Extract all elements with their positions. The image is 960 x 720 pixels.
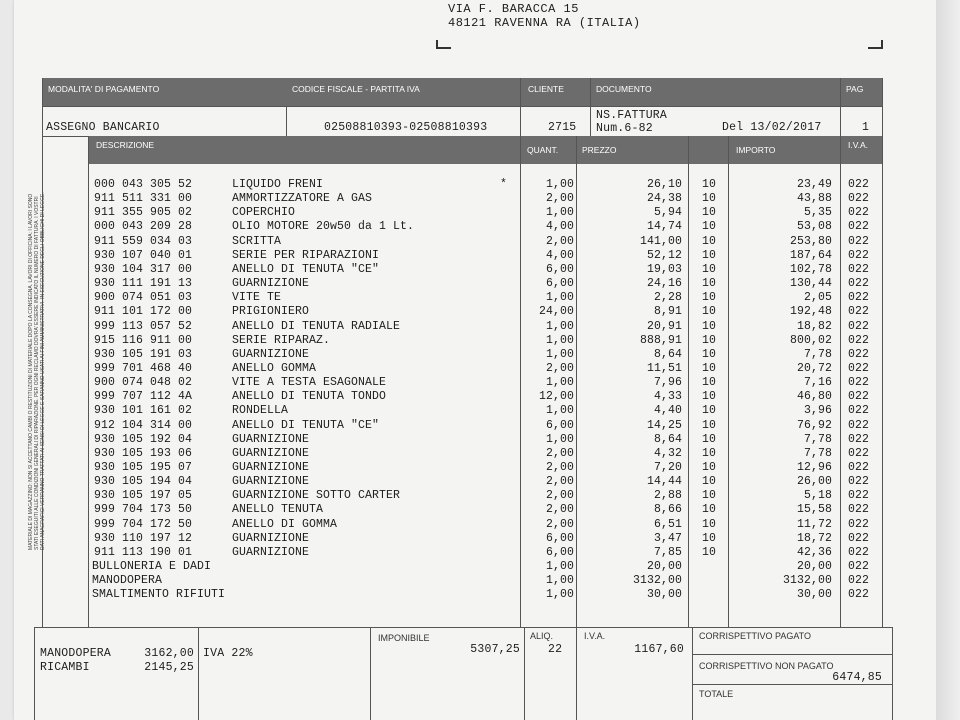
- taxable-value: 5307,25: [470, 643, 520, 656]
- cell-disc: 10: [702, 248, 717, 262]
- table-row: [0, 235, 960, 249]
- vat-value: 1167,60: [634, 643, 684, 656]
- cell-amount: 5,35: [803, 206, 832, 220]
- cell-disc: 10: [702, 178, 717, 191]
- label-client: CLIENTE: [528, 84, 564, 94]
- cell-amount: 46,80: [796, 390, 832, 404]
- cell-qty: 2,00: [545, 517, 574, 531]
- table-row: [0, 475, 960, 489]
- cell-amount: 192,48: [789, 305, 832, 319]
- cell-disc: 10: [702, 376, 717, 390]
- cell-code: 999 113 057 52: [94, 319, 193, 333]
- info-header-band: [42, 78, 882, 106]
- total-label: TOTALE: [699, 689, 734, 699]
- cell-disc: 10: [702, 192, 717, 206]
- cell-disc: 10: [702, 390, 717, 404]
- info-divider-1: [286, 106, 287, 136]
- cell-qty: 2,00: [545, 475, 574, 489]
- window-corner-left: [436, 40, 451, 49]
- cell-disc: 10: [702, 277, 717, 291]
- cell-disc: 10: [702, 305, 717, 319]
- cell-price: 3132,00: [632, 574, 682, 588]
- cell-disc: 10: [702, 489, 717, 503]
- label-page: PAG: [846, 84, 864, 94]
- cell-amount: 800,02: [789, 333, 832, 347]
- cell-qty: 24,00: [538, 305, 574, 319]
- cell-disc: 10: [702, 503, 717, 517]
- cell-price: 7,85: [653, 545, 682, 559]
- cell-vat: 022: [848, 248, 870, 262]
- cell-price: 24,38: [646, 192, 682, 206]
- cell-amount: 11,72: [796, 517, 832, 531]
- cell-disc: 10: [702, 545, 717, 559]
- cell-qty: 1,00: [545, 588, 574, 602]
- cell-amount: 187,64: [789, 248, 832, 262]
- cell-disc: 10: [702, 404, 717, 418]
- cell-amount: 130,44: [789, 277, 832, 291]
- parts-label: RICAMBI: [40, 661, 90, 674]
- label-tax-code: CODICE FISCALE - PARTITA IVA: [292, 84, 420, 94]
- table-row: [0, 192, 960, 206]
- cell-qty: 6,00: [545, 531, 574, 545]
- cell-qty: 2,00: [545, 234, 574, 248]
- table-row: [0, 546, 960, 560]
- cell-code: 930 105 192 04: [94, 432, 193, 446]
- table-row: [0, 518, 960, 532]
- cell-price: 8,64: [653, 347, 682, 361]
- cell-price: 30,00: [646, 588, 682, 602]
- cell-price: 7,96: [653, 376, 682, 390]
- cell-code: 900 074 048 02: [94, 376, 193, 390]
- cell-qty: 6,00: [545, 418, 574, 432]
- cell-disc: 10: [702, 262, 717, 276]
- cell-disc: 10: [702, 418, 717, 432]
- cell-desc: PRIGIONIERO: [232, 305, 310, 319]
- cell-disc: 10: [702, 291, 717, 305]
- cell-qty: 1,00: [545, 333, 574, 347]
- cell-desc: GUARNIZIONE: [232, 432, 310, 446]
- table-row: [0, 390, 960, 404]
- cell-vat: 022: [848, 319, 870, 333]
- cell-desc: SMALTIMENTO RIFIUTI: [92, 588, 226, 602]
- cell-code: 930 107 040 01: [94, 248, 193, 262]
- totals-divider-4: [576, 627, 577, 720]
- table-row: [0, 348, 960, 362]
- cell-qty: 2,00: [545, 461, 574, 474]
- cell-price: 2,88: [653, 489, 682, 503]
- vat-label: I.V.A.: [584, 631, 606, 641]
- cell-disc: 10: [702, 446, 717, 460]
- cell-desc: GUARNIZIONE: [232, 347, 310, 361]
- cell-amount: 20,72: [796, 361, 832, 375]
- cell-vat: 022: [848, 291, 870, 305]
- vat-rate-text: IVA 22%: [203, 647, 253, 660]
- cell-amount: 76,92: [796, 418, 832, 432]
- cell-disc: 10: [702, 234, 717, 248]
- cell-desc: SCRITTA: [232, 234, 282, 248]
- cell-desc: GUARNIZIONE: [232, 461, 310, 474]
- unpaid-separator: [692, 684, 892, 685]
- cell-amount: 43,88: [796, 192, 832, 206]
- info-row-top: [42, 106, 882, 107]
- cell-code: 930 105 193 06: [94, 446, 193, 460]
- cell-desc: VITE A TESTA ESAGONALE: [232, 376, 387, 390]
- cell-code: 915 116 911 00: [94, 333, 193, 347]
- cell-price: 8,66: [653, 503, 682, 517]
- cell-amount: 30,00: [796, 588, 832, 602]
- cell-amount: 7,16: [803, 376, 832, 390]
- page-number: 1: [862, 121, 870, 134]
- col-amount: IMPORTO: [736, 145, 776, 155]
- table-row: [0, 404, 960, 418]
- table-row: [0, 574, 960, 588]
- cell-qty: 1,00: [545, 574, 574, 588]
- cell-amount: 3,96: [803, 404, 832, 418]
- cell-desc: COPERCHIO: [232, 206, 296, 220]
- cell-vat: 022: [848, 347, 870, 361]
- cell-desc: GUARNIZIONE: [232, 545, 310, 559]
- cell-price: 5,94: [653, 206, 682, 220]
- cell-desc: ANELLO DI GOMMA: [232, 517, 338, 531]
- cell-price: 141,00: [639, 234, 682, 248]
- cell-price: 8,64: [653, 432, 682, 446]
- totals-border-right: [892, 627, 893, 720]
- cell-desc: GUARNIZIONE: [232, 475, 310, 489]
- labor-label: MANODOPERA: [40, 647, 112, 660]
- cell-code: 930 105 197 05: [94, 489, 193, 503]
- cell-vat: 022: [848, 461, 870, 474]
- cell-vat: 022: [848, 206, 870, 220]
- cell-code: 930 104 317 00: [94, 262, 193, 276]
- cell-price: 6,51: [653, 517, 682, 531]
- cell-desc: GUARNIZIONE: [232, 446, 310, 460]
- totals-divider-1: [198, 627, 199, 720]
- cell-price: 2,28: [653, 291, 682, 305]
- cell-vat: 022: [848, 531, 870, 545]
- table-bottom-line: [34, 627, 892, 628]
- info-divider-4: [840, 78, 841, 136]
- cell-disc: 10: [702, 517, 717, 531]
- cell-amount: 20,00: [796, 560, 832, 574]
- table-row: [0, 362, 960, 376]
- cell-price: 20,91: [646, 319, 682, 333]
- cell-disc: 10: [702, 432, 717, 446]
- cell-qty: 1,00: [545, 432, 574, 446]
- cell-vat: 022: [848, 333, 870, 347]
- cell-qty: 1,00: [545, 347, 574, 361]
- cell-amount: 102,78: [789, 262, 832, 276]
- cell-disc: 10: [702, 347, 717, 361]
- cell-disc: 10: [702, 319, 717, 333]
- table-row: [0, 503, 960, 517]
- cell-qty: 1,00: [545, 560, 574, 574]
- col-price: PREZZO: [582, 145, 617, 155]
- cell-vat: 022: [848, 517, 870, 531]
- cell-code: 999 701 468 40: [94, 361, 193, 375]
- cell-amount: 2,05: [803, 291, 832, 305]
- paid-label: CORRISPETTIVO PAGATO: [699, 631, 812, 641]
- cell-qty: 1,00: [545, 291, 574, 305]
- cell-desc: LIQUIDO FRENI: [232, 178, 324, 191]
- cell-qty: 1,00: [545, 376, 574, 390]
- cell-vat: 022: [848, 305, 870, 319]
- info-border-left: [42, 78, 43, 136]
- cell-code: 999 704 172 50: [94, 517, 193, 531]
- cell-vat: 022: [848, 432, 870, 446]
- cell-amount: 7,78: [803, 432, 832, 446]
- table-row: [0, 461, 960, 475]
- cell-price: 14,25: [646, 418, 682, 432]
- document-type: NS.FATTURA: [596, 109, 668, 122]
- cell-amount: 15,58: [796, 503, 832, 517]
- sidebar-legal-note: MATERIALE DI MAGAZZINO: NON SI ACCETTANO CAMBI O RESTITUZIONI DI MATERIALE DOPO LA CONSEGNA. LAVORI DI OFFICINA: I LAVORI SONO STATI ESEGUITI ALLE CONDIZIONI GENERALI DI RIPARAZIONE. PER OGNI RECLAMO DOVRA' ESSERE INDICATO IL NUMERO DI FATTURA. I VOSTRI DATI ANAGRAFICI VERRANNO TRATTATI AI SENSI DI LEGGE E SARANNO USATI AI FINI AMMINISTRATIVI. IN ESECUZIONE DEGLI OBBLIGHI DI LEGGE.: [28, 192, 46, 550]
- table-row: [0, 433, 960, 447]
- cell-amount: 253,80: [789, 234, 832, 248]
- taxable-label: IMPONIBILE: [378, 633, 430, 643]
- parts-value: 2145,25: [144, 661, 194, 674]
- table-row: [0, 178, 960, 192]
- col-description: DESCRIZIONE: [96, 140, 155, 150]
- cell-code: 930 105 191 03: [94, 347, 193, 361]
- cell-vat: 022: [848, 390, 870, 404]
- cell-amount: 7,78: [803, 347, 832, 361]
- cell-amount: 18,72: [796, 531, 832, 545]
- window-corner-right: [868, 40, 883, 49]
- cell-code: 930 111 191 13: [94, 277, 193, 291]
- cell-amount: 23,49: [796, 178, 832, 191]
- cell-amount: 53,08: [796, 220, 832, 234]
- totals-divider-3: [524, 627, 525, 720]
- labor-value: 3162,00: [144, 647, 194, 660]
- cell-qty: 4,00: [545, 248, 574, 262]
- document-date: Del 13/02/2017: [722, 121, 822, 134]
- table-row: [0, 532, 960, 546]
- cell-price: 4,33: [653, 390, 682, 404]
- address-line-1: VIA F. BARACCA 15: [448, 2, 579, 16]
- cell-price: 26,10: [646, 178, 682, 191]
- cell-price: 52,12: [646, 248, 682, 262]
- cell-amount: 5,18: [803, 489, 832, 503]
- cell-code: 912 104 314 00: [94, 418, 193, 432]
- cell-vat: 022: [848, 418, 870, 432]
- cell-desc: ANELLO DI TENUTA "CE": [232, 262, 380, 276]
- cell-desc: ANELLO DI TENUTA TONDO: [232, 390, 387, 404]
- cell-mark: *: [500, 178, 508, 191]
- rate-label: ALIQ.: [530, 631, 554, 641]
- cell-price: 4,32: [653, 446, 682, 460]
- cell-price: 4,40: [653, 404, 682, 418]
- cell-disc: 10: [702, 220, 717, 234]
- cell-qty: 6,00: [545, 262, 574, 276]
- cell-disc: 10: [702, 333, 717, 347]
- cell-price: 8,91: [653, 305, 682, 319]
- cell-desc: BULLONERIA E DADI: [92, 560, 212, 574]
- cell-qty: 6,00: [545, 545, 574, 559]
- cell-desc: GUARNIZIONE: [232, 531, 310, 545]
- cell-vat: 022: [848, 545, 870, 559]
- cell-desc: ANELLO DI TENUTA "CE": [232, 418, 380, 432]
- cell-vat: 022: [848, 178, 870, 191]
- cell-desc: ANELLO TENUTA: [232, 503, 324, 517]
- cell-qty: 12,00: [538, 390, 574, 404]
- totals-divider-5: [692, 627, 693, 720]
- totals-divider-2: [370, 627, 371, 720]
- cell-vat: 022: [848, 560, 870, 574]
- tax-code-value: 02508810393-02508810393: [324, 121, 488, 134]
- cell-amount: 42,36: [796, 545, 832, 559]
- cell-vat: 022: [848, 489, 870, 503]
- cell-qty: 1,00: [545, 178, 574, 191]
- cell-vat: 022: [848, 404, 870, 418]
- cell-code: 911 355 905 02: [94, 206, 193, 220]
- cell-price: 888,91: [639, 333, 682, 347]
- cell-desc: ANELLO DI TENUTA RADIALE: [232, 319, 401, 333]
- cell-vat: 022: [848, 277, 870, 291]
- cell-desc: OLIO MOTORE 20w50 da 1 Lt.: [232, 220, 415, 234]
- cell-amount: 7,78: [803, 446, 832, 460]
- cell-qty: 1,00: [545, 206, 574, 220]
- cell-disc: 10: [702, 531, 717, 545]
- cell-code: 911 101 172 00: [94, 305, 193, 319]
- cell-desc: RONDELLA: [232, 404, 289, 418]
- cell-qty: 1,00: [545, 319, 574, 333]
- table-row: [0, 447, 960, 461]
- cell-desc: ANELLO GOMMA: [232, 361, 317, 375]
- info-divider-2: [520, 78, 521, 136]
- cell-qty: 2,00: [545, 489, 574, 503]
- label-payment: MODALITA' DI PAGAMENTO: [48, 84, 160, 94]
- cell-code: 911 559 034 03: [94, 234, 193, 248]
- cell-qty: 2,00: [545, 361, 574, 375]
- cell-qty: 2,00: [545, 503, 574, 517]
- document-number: Num.6-82: [596, 122, 653, 135]
- cell-code: 930 105 195 07: [94, 461, 193, 474]
- table-row: [0, 489, 960, 503]
- cell-code: 999 704 173 50: [94, 503, 193, 517]
- cell-price: 19,03: [646, 262, 682, 276]
- cell-vat: 022: [848, 220, 870, 234]
- cell-code: 930 101 161 02: [94, 404, 193, 418]
- cell-desc: AMMORTIZZATORE A GAS: [232, 192, 373, 206]
- payment-method: ASSEGNO BANCARIO: [46, 121, 160, 134]
- cell-amount: 12,96: [796, 461, 832, 474]
- cell-code: 900 074 051 03: [94, 291, 193, 305]
- unpaid-value: 6474,85: [832, 671, 882, 684]
- cell-code: 000 043 305 52: [94, 178, 193, 191]
- info-border-right: [882, 78, 883, 136]
- cell-disc: 10: [702, 361, 717, 375]
- cell-disc: 10: [702, 475, 717, 489]
- table-row: [0, 206, 960, 220]
- table-row: [0, 263, 960, 277]
- cell-vat: 022: [848, 192, 870, 206]
- table-row: [0, 334, 960, 348]
- cell-price: 24,16: [646, 277, 682, 291]
- paid-separator: [692, 654, 892, 655]
- client-number: 2715: [548, 121, 577, 134]
- table-row: [0, 291, 960, 305]
- cell-desc: GUARNIZIONE: [232, 277, 310, 291]
- cell-desc: MANODOPERA: [92, 574, 163, 588]
- col-vat: I.V.A.: [848, 140, 869, 150]
- table-row: [0, 305, 960, 319]
- cell-amount: 18,82: [796, 319, 832, 333]
- cell-code: 911 113 190 01: [94, 545, 193, 559]
- cell-desc: SERIE RIPARAZ.: [232, 333, 331, 347]
- table-row: [0, 560, 960, 574]
- cell-price: 14,44: [646, 475, 682, 489]
- table-row: [0, 419, 960, 433]
- cell-price: 11,51: [646, 361, 682, 375]
- unpaid-label: CORRISPETTIVO NON PAGATO: [699, 661, 834, 671]
- cell-disc: 10: [702, 206, 717, 220]
- cell-vat: 022: [848, 376, 870, 390]
- rate-value: 22: [548, 643, 563, 656]
- cell-vat: 022: [848, 475, 870, 489]
- col-quantity: QUANT.: [527, 145, 559, 155]
- cell-vat: 022: [848, 234, 870, 248]
- cell-price: 7,20: [653, 461, 682, 474]
- cell-code: 000 043 209 28: [94, 220, 193, 234]
- cell-qty: 1,00: [545, 404, 574, 418]
- cell-vat: 022: [848, 262, 870, 276]
- cell-qty: 2,00: [545, 192, 574, 206]
- cell-qty: 6,00: [545, 277, 574, 291]
- cell-qty: 4,00: [545, 220, 574, 234]
- table-row: [0, 376, 960, 390]
- cell-desc: VITE TE: [232, 291, 282, 305]
- cell-price: 3,47: [653, 531, 682, 545]
- table-row: [0, 588, 960, 602]
- cell-vat: 022: [848, 588, 870, 602]
- cell-code: 911 511 331 00: [94, 192, 193, 206]
- cell-vat: 022: [848, 574, 870, 588]
- cell-vat: 022: [848, 503, 870, 517]
- cell-vat: 022: [848, 361, 870, 375]
- cell-desc: SERIE PER RIPARAZIONI: [232, 248, 380, 262]
- cell-amount: 26,00: [796, 475, 832, 489]
- table-row: [0, 320, 960, 334]
- cell-desc: GUARNIZIONE SOTTO CARTER: [232, 489, 401, 503]
- address-line-2: 48121 RAVENNA RA (ITALIA): [448, 16, 641, 30]
- cell-amount: 3132,00: [782, 574, 832, 588]
- cell-code: 930 105 194 04: [94, 475, 193, 489]
- cell-code: 999 707 112 4A: [94, 390, 193, 404]
- info-divider-3: [590, 78, 591, 136]
- cell-qty: 2,00: [545, 446, 574, 460]
- totals-border-left: [34, 627, 35, 720]
- label-document: DOCUMENTO: [596, 84, 652, 94]
- cell-price: 20,00: [646, 560, 682, 574]
- cell-price: 14,74: [646, 220, 682, 234]
- cell-code: 930 110 197 12: [94, 531, 193, 545]
- cell-disc: 10: [702, 461, 717, 474]
- table-row: [0, 220, 960, 234]
- table-row: [0, 249, 960, 263]
- cell-vat: 022: [848, 446, 870, 460]
- table-row: [0, 277, 960, 291]
